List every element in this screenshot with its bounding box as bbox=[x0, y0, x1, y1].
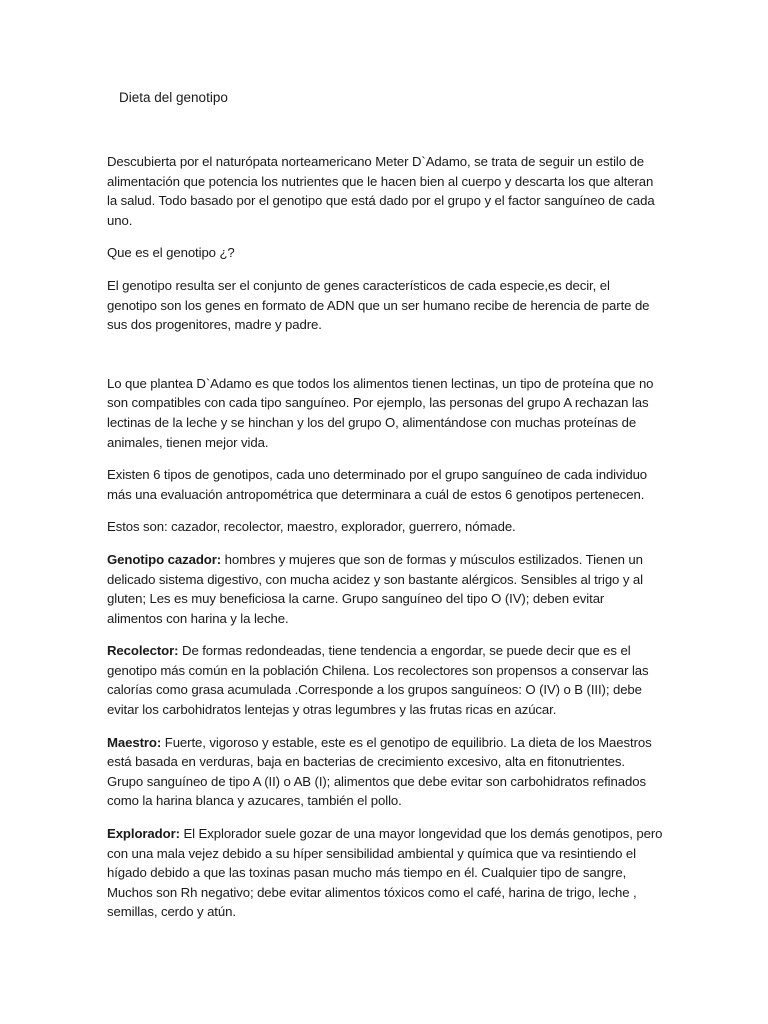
paragraph-text: Existen 6 tipos de genotipos, cada uno determinado por el grupo sanguíneo de cada individuo más una evaluación antropométrica que determinara a cuál de estos 6 genotipos pertenecen. bbox=[107, 467, 648, 502]
paragraph-recolector bbox=[107, 641, 663, 719]
paragraph-text: Lo que plantea D`Adamo es que todos los alimentos tienen lectinas, un tipo de proteína que no son compatibles con cada tipo sanguíneo. Por ejemplo, las personas del grupo A rechazan las lectinas de la leche y se hinchan y los del grupo O, alimentándose con muchas proteínas de animales, tienen mejor vida. bbox=[107, 375, 654, 450]
paragraph-label: Maestro: bbox=[107, 734, 162, 750]
paragraph-text: De formas redondeadas, tiene tendencia a engordar, se puede decir que es el genotipo más común en la población Chilena. Los recolectores son propensos a conservar las calorías como grasa acumulada .Corresponde a los grupos sanguíneos: O (IV) o B (III); debe evitar los carbohidratos lentejas y otras legumbres y las frutas ricas en azúcar. bbox=[107, 643, 649, 718]
paragraph-label: Genotipo cazador: bbox=[107, 551, 222, 567]
paragraph-question bbox=[107, 243, 663, 263]
paragraph-label: Explorador: bbox=[107, 826, 180, 842]
paragraph-text: Fuerte, vigoroso y estable, este es el genotipo de equilibrio. La dieta de los Maestros está basada en verduras, baja en bacterias de crecimiento excesivo, alta en fitonutrientes. Grupo sanguíneo de tipo A (II) o AB (I); alimentos que debe evitar son carbohidratos refinados como la harina blanca y azucares, también el pollo. bbox=[107, 734, 652, 809]
document-body bbox=[107, 152, 663, 935]
paragraph-text: Que es el genotipo ¿? bbox=[107, 245, 235, 261]
paragraph-label: Recolector: bbox=[107, 643, 179, 659]
paragraph-explorador bbox=[107, 824, 663, 922]
paragraph-text: El Explorador suele gozar de una mayor longevidad que los demás genotipos, pero con una mala vejez debido a su híper sensibilidad ambiental y química que va resintiendo el hígado debido a que las toxinas pasan mucho más tiempo en él. Cualquier tipo de sangre, Muchos son Rh negativo; debe evitar alimentos tóxicos como el café, harina de trigo, leche , semillas, cerdo y atún. bbox=[107, 826, 663, 920]
paragraph-intro bbox=[107, 152, 663, 230]
paragraph-definition bbox=[107, 276, 663, 335]
paragraph-lectins bbox=[107, 374, 663, 452]
document-title: Dieta del genotipo bbox=[119, 90, 228, 105]
paragraph-text: El genotipo resulta ser el conjunto de genes característicos de cada especie,es decir, el genotipo son los genes en formato de ADN que un ser humano recibe de herencia de parte de sus dos progenitores, madre y padre. bbox=[107, 277, 650, 333]
paragraph-text: hombres y mujeres que son de formas y músculos estilizados. Tienen un delicado sistema digestivo, con mucha acidez y son bastante alérgicos. Sensibles al trigo y al gluten; Les es muy beneficiosa la carne. Grupo sanguíneo del tipo O (IV); deben evitar alimentos con harina y la leche. bbox=[107, 551, 643, 626]
paragraph-text: Descubierta por el naturópata norteamericano Meter D`Adamo, se trata de seguir un estilo de alimentación que potencia los nutrientes que le hacen bien al cuerpo y descarta los que alteran la salud. Todo basado por el genotipo que está dado por el grupo y el factor sanguíneo de cada uno. bbox=[107, 154, 655, 228]
paragraph-text: Estos son: cazador, recolector, maestro, explorador, guerrero, nómade. bbox=[107, 519, 516, 535]
paragraph-list bbox=[107, 517, 663, 537]
paragraph-types bbox=[107, 465, 663, 504]
paragraph-maestro bbox=[107, 733, 663, 811]
paragraph-cazador bbox=[107, 550, 663, 628]
